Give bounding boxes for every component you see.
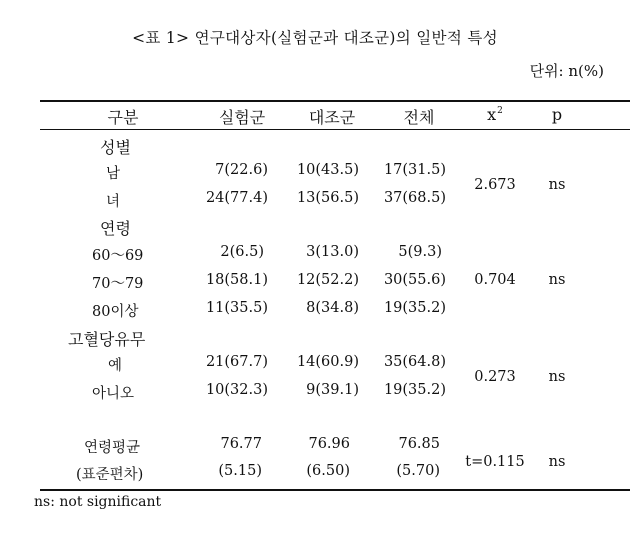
cell-experimental: 21(67.7) xyxy=(205,354,268,370)
table-caption: <표 1> 연구대상자(실험군과 대조군)의 일반적 특성 xyxy=(132,29,498,47)
header-chi-square xyxy=(487,105,503,124)
p-mean-age: ns xyxy=(548,454,566,470)
row-label: 60～69 xyxy=(92,248,144,264)
cell-total: 30(55.6) xyxy=(383,272,446,288)
row-label: 예 xyxy=(108,358,123,374)
stat-diabetes: 0.273 xyxy=(474,369,516,385)
cell-control: 9(39.1) xyxy=(306,382,359,398)
cell-total: 17(31.5) xyxy=(383,162,446,178)
header-rule xyxy=(40,129,630,130)
group-label-age: 연령 xyxy=(100,219,131,238)
group-label-diabetes: 고혈당유무 xyxy=(68,330,146,349)
p-diabetes: ns xyxy=(548,369,566,385)
stat-mean-age: t=0.115 xyxy=(465,454,525,470)
sd-control: (6.50) xyxy=(306,463,350,479)
header-control: 대조군 xyxy=(308,108,356,127)
cell-total: 37(68.5) xyxy=(383,190,446,206)
p-age: ns xyxy=(548,272,566,288)
sd-total: (5.70) xyxy=(396,463,440,479)
cell-experimental: 7(22.6) xyxy=(215,162,268,178)
cell-total: 19(35.2) xyxy=(383,382,446,398)
cell-experimental: 11(35.5) xyxy=(205,300,268,316)
mean-age-sublabel: (표준편차) xyxy=(76,467,144,483)
footnote: ns: not significant xyxy=(34,494,162,510)
header-experimental: 실험군 xyxy=(218,108,266,127)
header-category: 구분 xyxy=(107,108,139,127)
header-total: 전체 xyxy=(403,108,435,127)
cell-experimental: 24(77.4) xyxy=(205,190,268,206)
p-gender: ns xyxy=(548,177,566,193)
cell-control: 3(13.0) xyxy=(306,244,359,260)
stat-gender: 2.673 xyxy=(474,177,516,193)
bottom-rule xyxy=(40,489,630,491)
mean-control: 76.96 xyxy=(308,436,350,452)
cell-control: 10(43.5) xyxy=(296,162,359,178)
cell-control: 14(60.9) xyxy=(296,354,359,370)
cell-total: 5(9.3) xyxy=(398,244,442,260)
row-label: 남 xyxy=(106,166,121,182)
top-rule xyxy=(40,100,630,102)
cell-control: 8(34.8) xyxy=(306,300,359,316)
group-label-gender: 성별 xyxy=(100,138,131,157)
row-label: 80이상 xyxy=(92,304,139,320)
header-p: p xyxy=(551,105,563,124)
mean-experimental: 76.77 xyxy=(220,436,262,452)
stat-age: 0.704 xyxy=(474,272,516,288)
chi-base: x xyxy=(487,105,497,124)
mean-total: 76.85 xyxy=(398,436,440,452)
cell-experimental: 18(58.1) xyxy=(205,272,268,288)
cell-experimental: 2(6.5) xyxy=(220,244,264,260)
unit-label: 단위: n(%) xyxy=(529,62,604,80)
cell-control: 13(56.5) xyxy=(296,190,359,206)
sd-experimental: (5.15) xyxy=(218,463,262,479)
cell-total: 19(35.2) xyxy=(383,300,446,316)
mean-age-label: 연령평균 xyxy=(84,440,141,456)
row-label: 70～79 xyxy=(92,276,144,292)
cell-experimental: 10(32.3) xyxy=(205,382,268,398)
row-label: 아니오 xyxy=(92,386,135,402)
chi-superscript: 2 xyxy=(497,106,503,116)
cell-total: 35(64.8) xyxy=(383,354,446,370)
cell-control: 12(52.2) xyxy=(296,272,359,288)
row-label: 녀 xyxy=(106,194,121,210)
